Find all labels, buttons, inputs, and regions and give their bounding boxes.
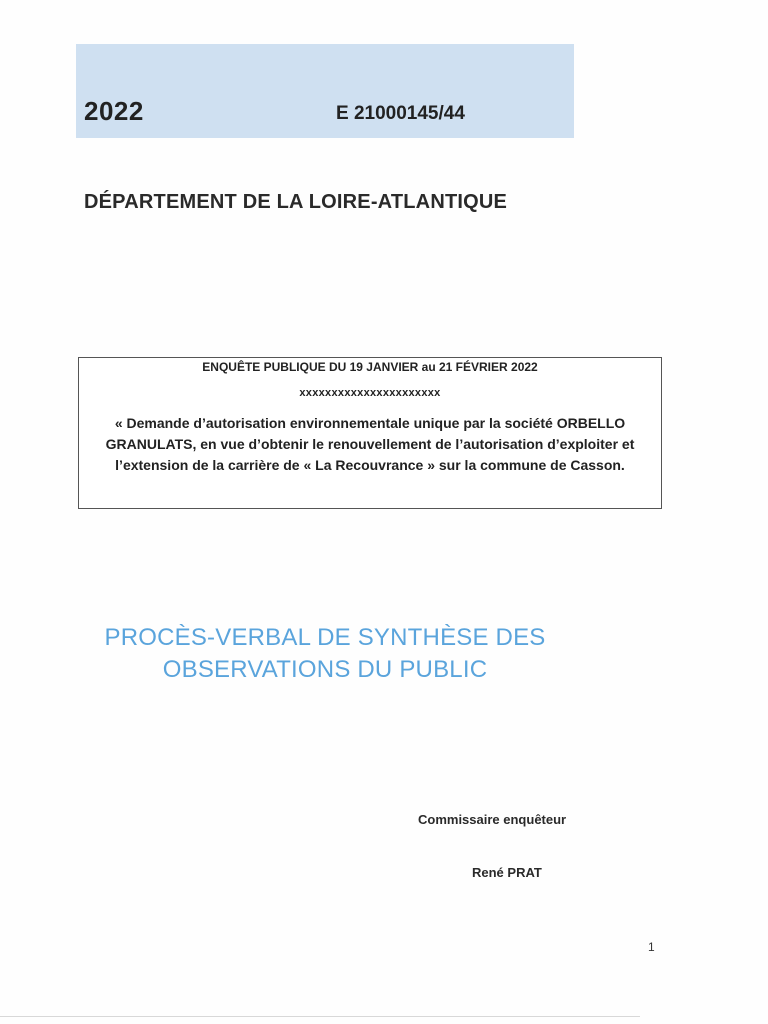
document-year: 2022 bbox=[84, 96, 144, 126]
scan-edge-line bbox=[0, 1016, 640, 1017]
department-heading: DÉPARTEMENT DE LA LOIRE-ATLANTIQUE bbox=[84, 191, 508, 213]
report-title-line-1: PROCÈS-VERBAL DE SYNTHÈSE DES bbox=[104, 624, 546, 651]
report-title bbox=[60, 622, 590, 686]
header-band bbox=[76, 44, 574, 138]
report-title-line-2: OBSERVATIONS DU PUBLIC bbox=[162, 656, 488, 683]
page-number: 1 bbox=[648, 940, 655, 954]
document-reference: E 21000145/44 bbox=[336, 103, 465, 124]
enquiry-description: « Demande d’autorisation environnementale unique par la société ORBELLO GRANULATS, en vue d’obtenir le renouvellement de l’autorisation d’exploiter et l’extension de la carrière de « La Recouvrance » sur la commune de Casson. bbox=[105, 415, 635, 473]
enquiry-separator: xxxxxxxxxxxxxxxxxxxxxx bbox=[299, 387, 441, 399]
signatory-name: René PRAT bbox=[472, 865, 542, 880]
enquiry-period: ENQUÊTE PUBLIQUE DU 19 JANVIER au 21 FÉVRIER 2022 bbox=[202, 360, 538, 374]
signatory-role: Commissaire enquêteur bbox=[418, 812, 567, 827]
